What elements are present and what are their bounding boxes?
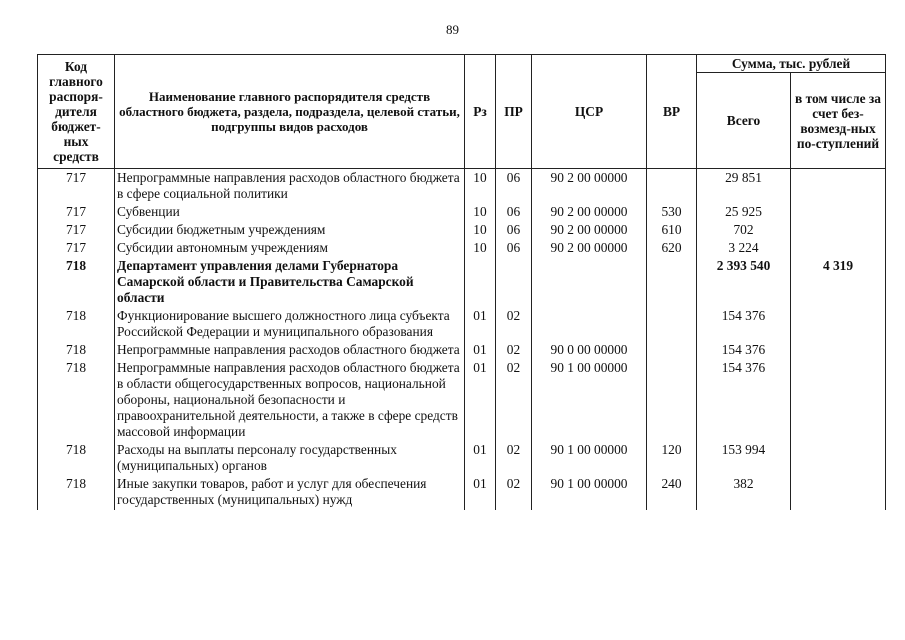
cell-pr: 02 bbox=[496, 360, 532, 442]
budget-table bbox=[37, 54, 886, 510]
cell-name: Непрограммные направления расходов областного бюджета в области общегосударственных вопросов, национальной обороны, национальной безопасности и правоохранительной деятельности, а также в сфере средств массовой информации bbox=[115, 360, 465, 442]
cell-vr bbox=[647, 360, 697, 442]
header-name: Наименование главного распорядителя средств областного бюджета, раздела, подраздела, целевой статьи, подгруппы видов расходов bbox=[115, 55, 465, 169]
cell-gratis bbox=[791, 240, 886, 258]
header-gratis: в том числе за счет без-возмезд-ных по-ступлений bbox=[791, 73, 886, 169]
header-total: Всего bbox=[697, 73, 791, 169]
cell-name: Расходы на выплаты персоналу государственных (муниципальных) органов bbox=[115, 442, 465, 476]
cell-csr bbox=[532, 308, 647, 342]
cell-gratis bbox=[791, 169, 886, 205]
cell-total: 154 376 bbox=[697, 360, 791, 442]
cell-csr: 90 2 00 00000 bbox=[532, 204, 647, 222]
cell-gratis: 4 319 bbox=[791, 258, 886, 308]
cell-vr bbox=[647, 258, 697, 308]
cell-total: 2 393 540 bbox=[697, 258, 791, 308]
cell-name: Непрограммные направления расходов областного бюджета в сфере социальной политики bbox=[115, 169, 465, 205]
cell-gratis bbox=[791, 360, 886, 442]
cell-gratis bbox=[791, 442, 886, 476]
table-row bbox=[38, 342, 886, 360]
cell-total: 154 376 bbox=[697, 308, 791, 342]
cell-pr: 06 bbox=[496, 240, 532, 258]
cell-pr: 02 bbox=[496, 442, 532, 476]
table-row bbox=[38, 169, 886, 205]
cell-vr: 620 bbox=[647, 240, 697, 258]
cell-gratis bbox=[791, 308, 886, 342]
table-row bbox=[38, 442, 886, 476]
cell-rz: 10 bbox=[465, 240, 496, 258]
table-row bbox=[38, 240, 886, 258]
cell-vr bbox=[647, 308, 697, 342]
cell-rz: 10 bbox=[465, 222, 496, 240]
header-csr: ЦСР bbox=[532, 55, 647, 169]
cell-name: Департамент управления делами Губернатора Самарской области и Правительства Самарской области bbox=[115, 258, 465, 308]
cell-total: 29 851 bbox=[697, 169, 791, 205]
cell-rz bbox=[465, 258, 496, 308]
cell-pr: 06 bbox=[496, 204, 532, 222]
cell-gratis bbox=[791, 204, 886, 222]
cell-pr bbox=[496, 258, 532, 308]
cell-vr: 610 bbox=[647, 222, 697, 240]
cell-name: Иные закупки товаров, работ и услуг для обеспечения государственных (муниципальных) нужд bbox=[115, 476, 465, 510]
header-sum: Сумма, тыс. рублей bbox=[697, 55, 886, 73]
cell-total: 702 bbox=[697, 222, 791, 240]
cell-rz: 01 bbox=[465, 442, 496, 476]
cell-csr: 90 1 00 00000 bbox=[532, 476, 647, 510]
cell-vr: 530 bbox=[647, 204, 697, 222]
cell-code: 717 bbox=[38, 204, 115, 222]
cell-pr: 02 bbox=[496, 476, 532, 510]
cell-csr: 90 1 00 00000 bbox=[532, 360, 647, 442]
cell-vr bbox=[647, 169, 697, 205]
cell-code: 717 bbox=[38, 240, 115, 258]
cell-rz: 10 bbox=[465, 204, 496, 222]
cell-name: Непрограммные направления расходов областного бюджета bbox=[115, 342, 465, 360]
cell-code: 717 bbox=[38, 222, 115, 240]
cell-pr: 02 bbox=[496, 308, 532, 342]
cell-total: 382 bbox=[697, 476, 791, 510]
cell-code: 718 bbox=[38, 342, 115, 360]
cell-rz: 01 bbox=[465, 342, 496, 360]
cell-vr: 120 bbox=[647, 442, 697, 476]
cell-gratis bbox=[791, 476, 886, 510]
page-number: 89 bbox=[446, 22, 459, 37]
header-vr: ВР bbox=[647, 55, 697, 169]
cell-vr: 240 bbox=[647, 476, 697, 510]
cell-pr: 06 bbox=[496, 222, 532, 240]
cell-code: 718 bbox=[38, 360, 115, 442]
cell-csr: 90 2 00 00000 bbox=[532, 222, 647, 240]
cell-csr: 90 0 00 00000 bbox=[532, 342, 647, 360]
cell-rz: 01 bbox=[465, 476, 496, 510]
cell-name: Субсидии бюджетным учреждениям bbox=[115, 222, 465, 240]
cell-name: Функционирование высшего должностного лица субъекта Российской Федерации и муниципального образования bbox=[115, 308, 465, 342]
cell-total: 3 224 bbox=[697, 240, 791, 258]
header-pr: ПР bbox=[496, 55, 532, 169]
cell-code: 718 bbox=[38, 258, 115, 308]
table-row bbox=[38, 204, 886, 222]
table-row bbox=[38, 308, 886, 342]
cell-rz: 01 bbox=[465, 308, 496, 342]
cell-csr bbox=[532, 258, 647, 308]
cell-total: 154 376 bbox=[697, 342, 791, 360]
cell-rz: 01 bbox=[465, 360, 496, 442]
table-row bbox=[38, 222, 886, 240]
cell-gratis bbox=[791, 222, 886, 240]
header-code: Код главного распоря-дителя бюджет-ных средств bbox=[38, 55, 115, 169]
cell-rz: 10 bbox=[465, 169, 496, 205]
cell-vr bbox=[647, 342, 697, 360]
cell-name: Субвенции bbox=[115, 204, 465, 222]
table-row-department bbox=[38, 258, 886, 308]
cell-code: 718 bbox=[38, 442, 115, 476]
cell-pr: 06 bbox=[496, 169, 532, 205]
cell-code: 718 bbox=[38, 308, 115, 342]
cell-csr: 90 2 00 00000 bbox=[532, 240, 647, 258]
table-row bbox=[38, 476, 886, 510]
cell-code: 717 bbox=[38, 169, 115, 205]
table-row bbox=[38, 360, 886, 442]
cell-name: Субсидии автономным учреждениям bbox=[115, 240, 465, 258]
cell-pr: 02 bbox=[496, 342, 532, 360]
cell-gratis bbox=[791, 342, 886, 360]
cell-csr: 90 1 00 00000 bbox=[532, 442, 647, 476]
cell-csr: 90 2 00 00000 bbox=[532, 169, 647, 205]
cell-total: 25 925 bbox=[697, 204, 791, 222]
cell-total: 153 994 bbox=[697, 442, 791, 476]
cell-code: 718 bbox=[38, 476, 115, 510]
header-rz: Рз bbox=[465, 55, 496, 169]
